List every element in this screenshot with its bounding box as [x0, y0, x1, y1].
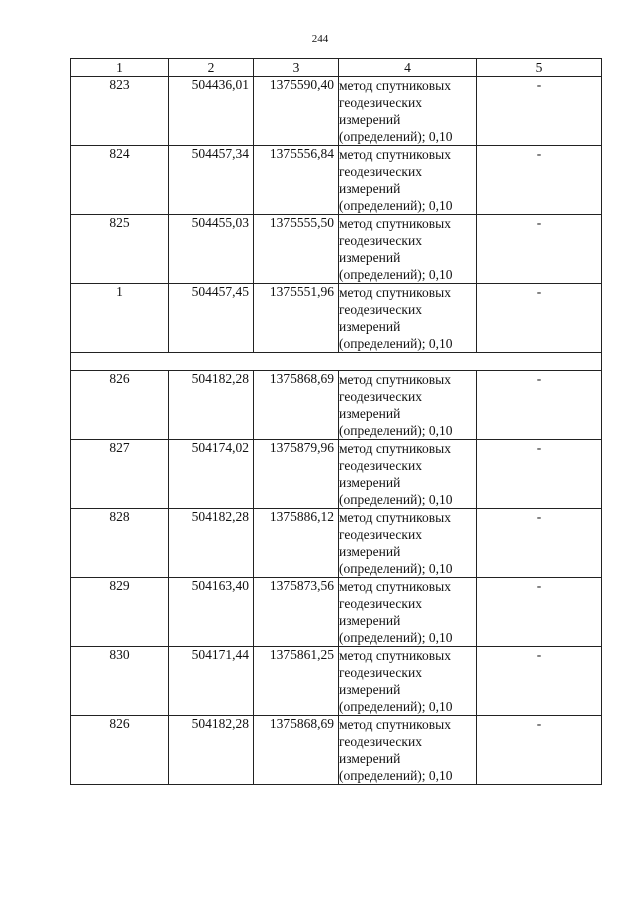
header-col-4: 4	[339, 59, 477, 77]
y-coordinate-cell: 1375868,69	[254, 716, 339, 785]
header-col-3: 3	[254, 59, 339, 77]
page-number: 244	[311, 33, 329, 45]
y-coordinate-cell: 1375590,40	[254, 77, 339, 146]
y-coordinate-cell: 1375879,96	[254, 440, 339, 509]
header-col-1: 1	[71, 59, 169, 77]
table-row	[71, 215, 602, 284]
y-coordinate-cell: 1375555,50	[254, 215, 339, 284]
note-cell: -	[477, 647, 602, 716]
table-row	[71, 371, 602, 440]
point-cell: 1	[71, 284, 169, 353]
point-cell: 828	[71, 509, 169, 578]
coordinates-table	[70, 58, 602, 785]
y-coordinate-cell: 1375886,12	[254, 509, 339, 578]
table-row	[71, 440, 602, 509]
separator-cell	[71, 353, 602, 371]
method-cell: метод спутниковых геодезических измерений (определений); 0,10	[339, 77, 477, 146]
note-cell: -	[477, 578, 602, 647]
method-cell: метод спутниковых геодезических измерений (определений); 0,10	[339, 146, 477, 215]
method-cell: метод спутниковых геодезических измерений (определений); 0,10	[339, 440, 477, 509]
table-body	[71, 77, 602, 785]
note-cell: -	[477, 77, 602, 146]
table-row	[71, 284, 602, 353]
y-coordinate-cell: 1375551,96	[254, 284, 339, 353]
point-cell: 829	[71, 578, 169, 647]
table-row	[71, 77, 602, 146]
table-row	[71, 578, 602, 647]
point-cell: 826	[71, 371, 169, 440]
method-cell: метод спутниковых геодезических измерений (определений); 0,10	[339, 578, 477, 647]
header-col-5: 5	[477, 59, 602, 77]
method-cell: метод спутниковых геодезических измерений (определений); 0,10	[339, 215, 477, 284]
method-cell: метод спутниковых геодезических измерений (определений); 0,10	[339, 371, 477, 440]
x-coordinate-cell: 504174,02	[169, 440, 254, 509]
note-cell: -	[477, 371, 602, 440]
x-coordinate-cell: 504182,28	[169, 509, 254, 578]
method-cell: метод спутниковых геодезических измерений (определений); 0,10	[339, 509, 477, 578]
y-coordinate-cell: 1375556,84	[254, 146, 339, 215]
header-row	[71, 59, 602, 77]
table-row	[71, 509, 602, 578]
table-row	[71, 647, 602, 716]
point-cell: 823	[71, 77, 169, 146]
x-coordinate-cell: 504182,28	[169, 371, 254, 440]
y-coordinate-cell: 1375868,69	[254, 371, 339, 440]
method-cell: метод спутниковых геодезических измерений (определений); 0,10	[339, 284, 477, 353]
x-coordinate-cell: 504182,28	[169, 716, 254, 785]
x-coordinate-cell: 504171,44	[169, 647, 254, 716]
x-coordinate-cell: 504163,40	[169, 578, 254, 647]
point-cell: 826	[71, 716, 169, 785]
point-cell: 827	[71, 440, 169, 509]
note-cell: -	[477, 440, 602, 509]
x-coordinate-cell: 504457,34	[169, 146, 254, 215]
y-coordinate-cell: 1375873,56	[254, 578, 339, 647]
note-cell: -	[477, 509, 602, 578]
header-col-2: 2	[169, 59, 254, 77]
table-row	[71, 146, 602, 215]
point-cell: 824	[71, 146, 169, 215]
x-coordinate-cell: 504455,03	[169, 215, 254, 284]
group-separator-row	[71, 353, 602, 371]
note-cell: -	[477, 716, 602, 785]
note-cell: -	[477, 146, 602, 215]
x-coordinate-cell: 504457,45	[169, 284, 254, 353]
y-coordinate-cell: 1375861,25	[254, 647, 339, 716]
note-cell: -	[477, 284, 602, 353]
method-cell: метод спутниковых геодезических измерений (определений); 0,10	[339, 716, 477, 785]
point-cell: 825	[71, 215, 169, 284]
x-coordinate-cell: 504436,01	[169, 77, 254, 146]
note-cell: -	[477, 215, 602, 284]
point-cell: 830	[71, 647, 169, 716]
method-cell: метод спутниковых геодезических измерений (определений); 0,10	[339, 647, 477, 716]
table-row	[71, 716, 602, 785]
